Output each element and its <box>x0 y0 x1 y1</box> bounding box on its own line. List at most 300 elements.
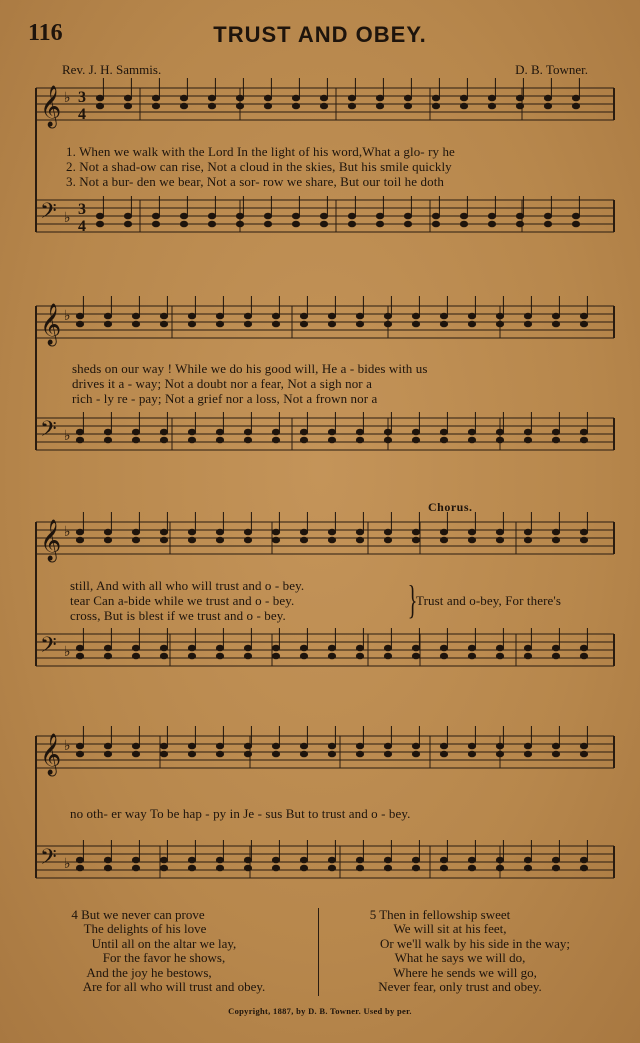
note-head <box>552 321 559 327</box>
verse-4 <box>30 908 318 994</box>
note-head <box>76 857 83 863</box>
note-head <box>468 751 475 757</box>
note-head <box>328 645 335 651</box>
note-head <box>404 213 411 219</box>
note-head <box>468 537 475 543</box>
note-head <box>440 865 447 871</box>
note-head <box>356 537 363 543</box>
note-head <box>76 537 83 543</box>
note-head <box>160 529 167 535</box>
time-signature: 3 <box>78 201 86 218</box>
note-head <box>524 437 531 443</box>
system1-verse1: 1. When we walk with the Lord In the light of his word,What a glo- ry he <box>66 144 455 159</box>
note-head <box>440 321 447 327</box>
note-head <box>544 95 551 101</box>
note-head <box>216 429 223 435</box>
note-head <box>96 213 103 219</box>
note-head <box>292 95 299 101</box>
note-head <box>356 437 363 443</box>
verse4-line: 4 But we never can prove <box>71 907 205 922</box>
note-head <box>160 751 167 757</box>
note-head <box>412 857 419 863</box>
note-head <box>320 103 327 109</box>
note-head <box>328 653 335 659</box>
note-head <box>580 857 587 863</box>
note-head <box>496 751 503 757</box>
note-head <box>300 645 307 651</box>
note-head <box>432 95 439 101</box>
note-head <box>320 95 327 101</box>
note-head <box>132 865 139 871</box>
note-head <box>160 743 167 749</box>
note-head <box>160 321 167 327</box>
note-head <box>188 537 195 543</box>
note-head <box>272 857 279 863</box>
note-head <box>468 865 475 871</box>
flat-sign-icon: ♭ <box>64 524 71 540</box>
note-head <box>216 865 223 871</box>
treble-clef-icon: 𝄞 <box>40 86 62 127</box>
note-head <box>348 213 355 219</box>
note-head <box>460 213 467 219</box>
note-head <box>356 743 363 749</box>
page-number: 116 <box>28 20 63 46</box>
note-head <box>244 437 251 443</box>
note-head <box>104 751 111 757</box>
note-head <box>524 645 531 651</box>
note-head <box>376 103 383 109</box>
treble-clef-icon: 𝄞 <box>40 734 62 775</box>
system1-verse2: 2. Not a shad-ow can rise, Not a cloud in the skies, But his smile quickly <box>66 159 452 174</box>
note-head <box>76 321 83 327</box>
note-head <box>272 429 279 435</box>
note-head <box>160 653 167 659</box>
bass-clef-icon: 𝄢 <box>40 417 57 447</box>
note-head <box>572 95 579 101</box>
note-head <box>580 529 587 535</box>
note-head <box>516 95 523 101</box>
note-head <box>356 645 363 651</box>
note-head <box>236 221 243 227</box>
flat-sign-icon: ♭ <box>64 428 71 444</box>
note-head <box>124 103 131 109</box>
note-head <box>440 751 447 757</box>
flat-sign-icon: ♭ <box>64 308 71 324</box>
note-head <box>180 213 187 219</box>
note-head <box>384 743 391 749</box>
time-signature: 4 <box>78 106 86 123</box>
note-head <box>356 751 363 757</box>
note-head <box>552 743 559 749</box>
note-head <box>440 313 447 319</box>
note-head <box>132 857 139 863</box>
note-head <box>208 103 215 109</box>
note-head <box>300 537 307 543</box>
note-head <box>300 321 307 327</box>
note-head <box>188 751 195 757</box>
note-head <box>272 537 279 543</box>
note-head <box>552 645 559 651</box>
note-head <box>572 221 579 227</box>
note-head <box>76 645 83 651</box>
note-head <box>208 213 215 219</box>
note-head <box>300 429 307 435</box>
note-head <box>384 865 391 871</box>
note-head <box>496 429 503 435</box>
note-head <box>104 437 111 443</box>
note-head <box>460 221 467 227</box>
note-head <box>300 529 307 535</box>
note-head <box>552 529 559 535</box>
note-head <box>244 313 251 319</box>
note-head <box>132 537 139 543</box>
note-head <box>468 313 475 319</box>
note-head <box>216 537 223 543</box>
note-head <box>440 437 447 443</box>
note-head <box>524 529 531 535</box>
note-head <box>160 429 167 435</box>
note-head <box>132 313 139 319</box>
note-head <box>580 321 587 327</box>
bass-clef-icon: 𝄢 <box>40 199 57 229</box>
verse5-line: Where he sends we will go, <box>393 964 537 980</box>
note-head <box>124 221 131 227</box>
note-head <box>432 213 439 219</box>
note-head <box>496 537 503 543</box>
verse4-line: And the joy he bestows, <box>86 964 212 980</box>
note-head <box>496 321 503 327</box>
note-head <box>384 645 391 651</box>
note-head <box>524 653 531 659</box>
note-head <box>104 743 111 749</box>
note-head <box>216 313 223 319</box>
note-head <box>76 751 83 757</box>
note-head <box>180 103 187 109</box>
note-head <box>244 537 251 543</box>
note-head <box>328 313 335 319</box>
note-head <box>468 645 475 651</box>
note-head <box>356 529 363 535</box>
treble-clef-icon: 𝄞 <box>40 520 62 561</box>
note-head <box>580 437 587 443</box>
note-head <box>384 653 391 659</box>
note-head <box>524 313 531 319</box>
note-head <box>188 743 195 749</box>
note-head <box>76 653 83 659</box>
note-head <box>384 751 391 757</box>
note-head <box>132 645 139 651</box>
note-head <box>188 437 195 443</box>
copyright-notice: Copyright, 1887, by D. B. Towner. Used by per. <box>228 1006 412 1016</box>
note-head <box>104 857 111 863</box>
time-signature: 4 <box>78 218 86 235</box>
note-head <box>188 429 195 435</box>
note-head <box>356 857 363 863</box>
note-head <box>272 751 279 757</box>
verse5-line: We will sit at his feet, <box>393 921 507 937</box>
note-head <box>356 321 363 327</box>
note-head <box>188 645 195 651</box>
note-head <box>412 751 419 757</box>
note-head <box>76 313 83 319</box>
chorus-label: Chorus. <box>428 500 473 514</box>
note-head <box>244 529 251 535</box>
note-head <box>160 437 167 443</box>
note-head <box>412 529 419 535</box>
note-head <box>580 313 587 319</box>
note-head <box>496 865 503 871</box>
note-head <box>272 645 279 651</box>
note-head <box>76 429 83 435</box>
note-head <box>216 857 223 863</box>
note-head <box>180 95 187 101</box>
note-head <box>236 103 243 109</box>
note-head <box>216 529 223 535</box>
note-head <box>572 103 579 109</box>
flat-sign-icon: ♭ <box>64 856 71 872</box>
note-head <box>572 213 579 219</box>
note-head <box>216 321 223 327</box>
note-head <box>272 321 279 327</box>
note-head <box>376 221 383 227</box>
note-head <box>544 221 551 227</box>
note-head <box>188 529 195 535</box>
flat-sign-icon: ♭ <box>64 644 71 660</box>
note-head <box>376 213 383 219</box>
note-head <box>412 321 419 327</box>
note-head <box>348 221 355 227</box>
note-head <box>272 653 279 659</box>
note-head <box>244 751 251 757</box>
verse5-line: Or we'll walk by his side in the way; <box>379 935 571 951</box>
note-head <box>348 95 355 101</box>
note-head <box>264 221 271 227</box>
note-head <box>104 653 111 659</box>
note-head <box>132 429 139 435</box>
note-head <box>152 95 159 101</box>
note-head <box>272 313 279 319</box>
note-head <box>488 221 495 227</box>
note-head <box>524 429 531 435</box>
note-head <box>160 865 167 871</box>
note-head <box>524 743 531 749</box>
note-head <box>124 95 131 101</box>
note-head <box>440 429 447 435</box>
note-head <box>412 653 419 659</box>
note-head <box>384 321 391 327</box>
note-head <box>104 645 111 651</box>
note-head <box>516 213 523 219</box>
note-head <box>356 429 363 435</box>
verse-divider <box>318 908 319 996</box>
note-head <box>236 95 243 101</box>
note-head <box>76 743 83 749</box>
bass-clef-icon: 𝄢 <box>40 845 57 875</box>
note-head <box>188 321 195 327</box>
note-head <box>264 103 271 109</box>
note-head <box>216 437 223 443</box>
note-head <box>488 213 495 219</box>
note-head <box>244 653 251 659</box>
note-head <box>76 437 83 443</box>
note-head <box>328 321 335 327</box>
note-head <box>328 751 335 757</box>
note-head <box>180 221 187 227</box>
note-head <box>496 437 503 443</box>
note-head <box>412 645 419 651</box>
note-head <box>132 529 139 535</box>
note-head <box>300 437 307 443</box>
note-head <box>496 743 503 749</box>
note-head <box>496 313 503 319</box>
note-head <box>96 103 103 109</box>
note-head <box>160 313 167 319</box>
note-head <box>580 865 587 871</box>
note-head <box>460 95 467 101</box>
system3-verse3: cross, But is blest if we trust and o - bey. <box>70 608 286 623</box>
note-head <box>580 645 587 651</box>
note-head <box>468 321 475 327</box>
note-head <box>208 221 215 227</box>
note-head <box>244 865 251 871</box>
note-head <box>552 865 559 871</box>
lyricist-credit: Rev. J. H. Sammis. <box>62 62 162 77</box>
verse5-line: 5 Then in fellowship sweet <box>369 907 511 922</box>
note-head <box>404 103 411 109</box>
note-head <box>300 751 307 757</box>
note-head <box>544 103 551 109</box>
note-head <box>328 857 335 863</box>
note-head <box>160 537 167 543</box>
note-head <box>440 537 447 543</box>
note-head <box>328 537 335 543</box>
note-head <box>580 537 587 543</box>
note-head <box>160 857 167 863</box>
note-head <box>404 221 411 227</box>
note-head <box>300 743 307 749</box>
note-head <box>356 313 363 319</box>
verse4-line: Until all on the altar we lay, <box>91 935 237 951</box>
note-head <box>384 437 391 443</box>
system2-verse1: sheds on our way ! While we do his good will, He a - bides with us <box>72 361 428 376</box>
flat-sign-icon: ♭ <box>64 90 71 106</box>
note-head <box>96 221 103 227</box>
note-head <box>580 429 587 435</box>
note-head <box>432 221 439 227</box>
note-head <box>460 103 467 109</box>
note-head <box>328 865 335 871</box>
note-head <box>132 751 139 757</box>
note-head <box>188 865 195 871</box>
note-head <box>328 743 335 749</box>
note-head <box>152 213 159 219</box>
note-head <box>188 653 195 659</box>
note-head <box>544 213 551 219</box>
note-head <box>440 653 447 659</box>
note-head <box>244 321 251 327</box>
system3-verse1: still, And with all who will trust and o - bey. <box>70 578 305 593</box>
note-head <box>272 865 279 871</box>
note-head <box>376 95 383 101</box>
note-head <box>104 865 111 871</box>
note-head <box>496 645 503 651</box>
note-head <box>412 865 419 871</box>
note-head <box>468 743 475 749</box>
note-head <box>328 529 335 535</box>
note-head <box>328 437 335 443</box>
note-head <box>160 645 167 651</box>
note-head <box>552 313 559 319</box>
note-head <box>244 429 251 435</box>
note-head <box>264 95 271 101</box>
note-head <box>96 95 103 101</box>
note-head <box>104 313 111 319</box>
note-head <box>524 865 531 871</box>
note-head <box>292 103 299 109</box>
system1-verse3: 3. Not a bur- den we bear, Not a sor- row we share, But our toil he doth <box>66 174 445 189</box>
note-head <box>152 221 159 227</box>
time-signature: 3 <box>78 89 86 106</box>
note-head <box>412 437 419 443</box>
note-head <box>468 653 475 659</box>
note-head <box>328 429 335 435</box>
note-head <box>404 95 411 101</box>
note-head <box>216 751 223 757</box>
treble-clef-icon: 𝄞 <box>40 304 62 345</box>
note-head <box>104 529 111 535</box>
note-head <box>384 313 391 319</box>
note-head <box>524 857 531 863</box>
note-head <box>516 221 523 227</box>
composer-credit: D. B. Towner. <box>515 62 588 77</box>
note-head <box>76 529 83 535</box>
bass-clef-icon: 𝄢 <box>40 633 57 663</box>
note-head <box>188 857 195 863</box>
note-head <box>272 437 279 443</box>
note-head <box>244 645 251 651</box>
note-head <box>488 95 495 101</box>
note-head <box>412 429 419 435</box>
verse5-line: What he says we will do, <box>394 950 526 966</box>
note-head <box>300 653 307 659</box>
note-head <box>244 743 251 749</box>
note-head <box>300 865 307 871</box>
verse-5 <box>322 908 618 994</box>
note-head <box>488 103 495 109</box>
note-head <box>496 653 503 659</box>
note-head <box>552 857 559 863</box>
note-head <box>272 529 279 535</box>
chorus-lyric: Trust and o-bey, For there's <box>416 593 561 608</box>
note-head <box>552 429 559 435</box>
note-head <box>104 429 111 435</box>
note-head <box>580 743 587 749</box>
note-head <box>412 743 419 749</box>
note-head <box>552 437 559 443</box>
note-head <box>104 537 111 543</box>
note-head <box>468 529 475 535</box>
note-head <box>524 537 531 543</box>
note-head <box>132 653 139 659</box>
note-head <box>356 653 363 659</box>
note-head <box>524 321 531 327</box>
note-head <box>468 429 475 435</box>
note-head <box>432 103 439 109</box>
verse5-line: Never fear, only trust and obey. <box>378 979 542 995</box>
note-head <box>524 751 531 757</box>
note-head <box>320 221 327 227</box>
note-head <box>152 103 159 109</box>
